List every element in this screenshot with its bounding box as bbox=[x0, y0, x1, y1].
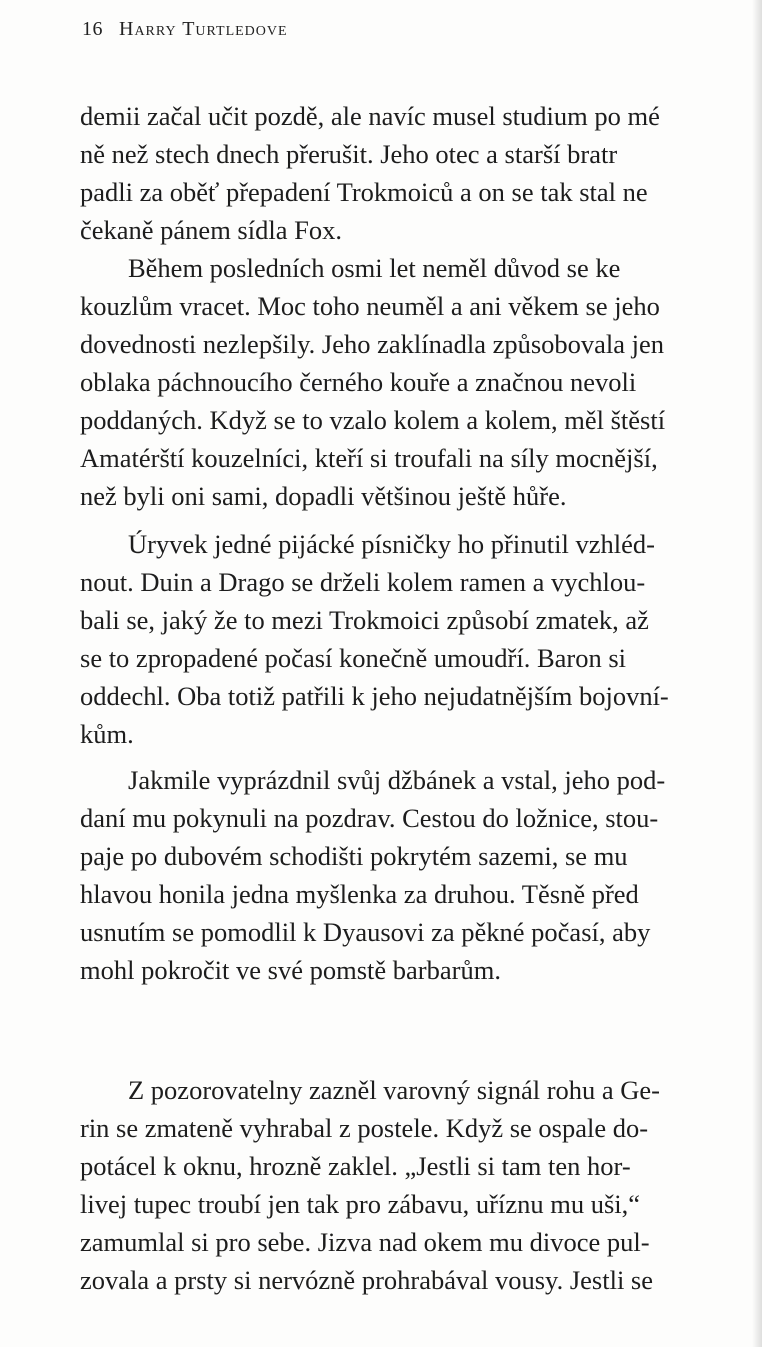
text-line: Během posledních osmi let neměl důvod se ke bbox=[128, 253, 621, 283]
text-line: Jakmile vyprázdnil svůj džbánek a vstal, jeho pod- bbox=[128, 765, 666, 795]
text-line: kouzlům vracet. Moc toho neuměl a ani věkem se jeho bbox=[80, 291, 660, 321]
text-line: Úryvek jedné pijácké písničky ho přinutil vzhléd- bbox=[128, 529, 655, 559]
text-line: oddechl. Oba totiž patřili k jeho nejudatnějším bojovní- bbox=[80, 681, 669, 711]
text-line: paje po dubovém schodišti pokrytém sazemi, se mu bbox=[80, 841, 628, 871]
text-line: padli za oběť přepadení Trokmoiců a on se tak stal ne bbox=[80, 177, 648, 207]
text-line: nout. Duin a Drago se drželi kolem ramen a vychlou- bbox=[80, 567, 646, 597]
text-line: livej tupec troubí jen tak pro zábavu, uříznu mu uši,“ bbox=[80, 1189, 641, 1219]
page-number: 16 bbox=[82, 18, 103, 40]
text-line: ně než stech dnech přerušit. Jeho otec a starší bratr bbox=[80, 139, 618, 169]
text-line: oblaka páchnoucího černého kouře a značnou nevoli bbox=[80, 367, 637, 397]
text-line: se to zpropadené počasí konečně umoudří. Baron si bbox=[80, 643, 627, 673]
text-line: kům. bbox=[80, 719, 134, 749]
text-line: dovednosti nezlepšily. Jeho zaklínadla způsobovala jen bbox=[80, 329, 665, 359]
text-line: rin se zmateně vyhrabal z postele. Když se ospale do- bbox=[80, 1113, 649, 1143]
text-line: zovala a prsty si nervózně prohrabával vousy. Jestli se bbox=[80, 1265, 654, 1295]
text-line: zamumlal si pro sebe. Jizva nad okem mu divoce pul- bbox=[80, 1227, 650, 1257]
text-line: demii začal učit pozdě, ale navíc musel studium po mé bbox=[80, 101, 660, 131]
text-line: daní mu pokynuli na pozdrav. Cestou do ložnice, stou- bbox=[80, 803, 659, 833]
text-line: bali se, jaký že to mezi Trokmoici způsobí zmatek, až bbox=[80, 605, 649, 635]
text-line: mohl pokročit ve své pomstě barbarům. bbox=[80, 955, 501, 985]
text-line: Z pozorovatelny zazněl varovný signál rohu a Ge- bbox=[128, 1075, 661, 1105]
text-line: potácel k oknu, hrozně zaklel. „Jestli si tam ten hor- bbox=[80, 1151, 631, 1181]
text-line: usnutím se pomodlil k Dyausovi za pěkné počasí, aby bbox=[80, 917, 651, 947]
text-line: čekaně pánem sídla Fox. bbox=[80, 215, 342, 245]
text-line: hlavou honila jedna myšlenka za druhou. Těsně před bbox=[80, 879, 639, 909]
author-name: Harry Turtledove bbox=[119, 18, 288, 40]
running-head bbox=[82, 18, 288, 41]
page-edge-shadow bbox=[752, 0, 762, 1347]
text-line: než byli oni sami, dopadli většinou ještě hůře. bbox=[80, 481, 567, 511]
text-line: poddaných. Když se to vzalo kolem a kolem, měl štěstí bbox=[80, 405, 666, 435]
text-line: Amatérští kouzelníci, kteří si troufali na síly mocnější, bbox=[80, 443, 658, 473]
